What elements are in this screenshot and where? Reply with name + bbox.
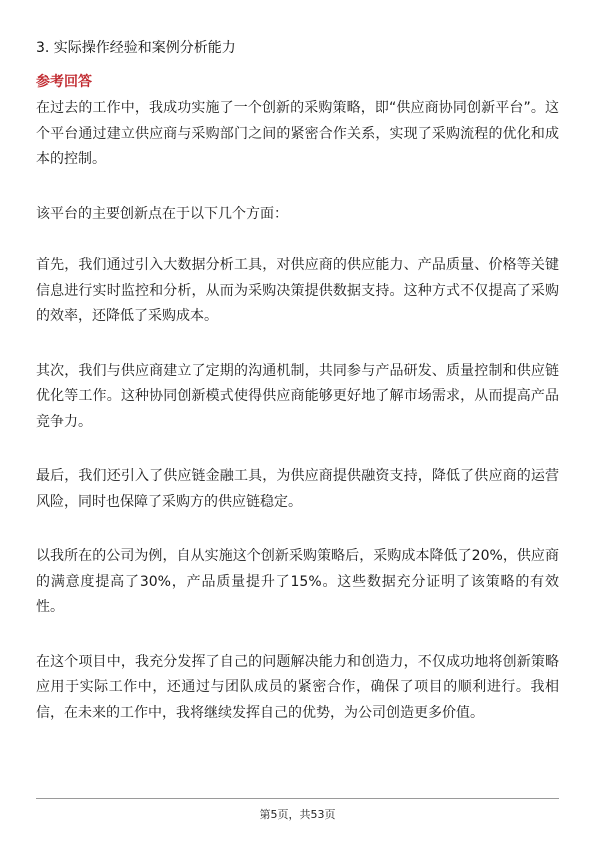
answer-label: 参考回答 [36, 74, 92, 90]
paragraph-conclusion: 在这个项目中，我充分发挥了自己的问题解决能力和创造力，不仅成功地将创新策略应用于实际工作中，还通过与团队成员的紧密合作，确保了项目的顺利进行。我相信，在未来的工作中，我将继续发挥自己的优势，为公司创造更多价值。 [36, 653, 559, 721]
page-content [36, 38, 559, 755]
page-number: 第5页，共53页 [259, 808, 336, 821]
paragraph-second: 其次，我们与供应商建立了定期的沟通机制，共同参与产品研发、质量控制和供应链优化等工作。这种协同创新模式使得供应商能够更好地了解市场需求，从而提高产品竞争力。 [36, 362, 559, 430]
footer-divider [36, 798, 559, 799]
section-title: 3. 实际操作经验和案例分析能力 [36, 40, 236, 56]
paragraph-intro: 在过去的工作中，我成功实施了一个创新的采购策略，即“供应商协同创新平台”。这个平台通过建立供应商与采购部门之间的紧密合作关系，实现了采购流程的优化和成本的控制。 [36, 100, 559, 167]
paragraph-example: 以我所在的公司为例，自从实施这个创新采购策略后，采购成本降低了20%，供应商的满意度提高了30%，产品质量提升了15%。这些数据充分证明了该策略的有效性。 [36, 548, 559, 615]
paragraph-first: 首先，我们通过引入大数据分析工具，对供应商的供应能力、产品质量、价格等关键信息进行实时监控和分析，从而为采购决策提供数据支持。这种方式不仅提高了采购的效率，还降低了采购成本。 [36, 257, 559, 324]
paragraph-innovation-points: 该平台的主要创新点在于以下几个方面： [36, 205, 288, 222]
paragraph-last: 最后，我们还引入了供应链金融工具，为供应商提供融资支持，降低了供应商的运营风险，同时也保障了采购方的供应链稳定。 [36, 468, 559, 510]
